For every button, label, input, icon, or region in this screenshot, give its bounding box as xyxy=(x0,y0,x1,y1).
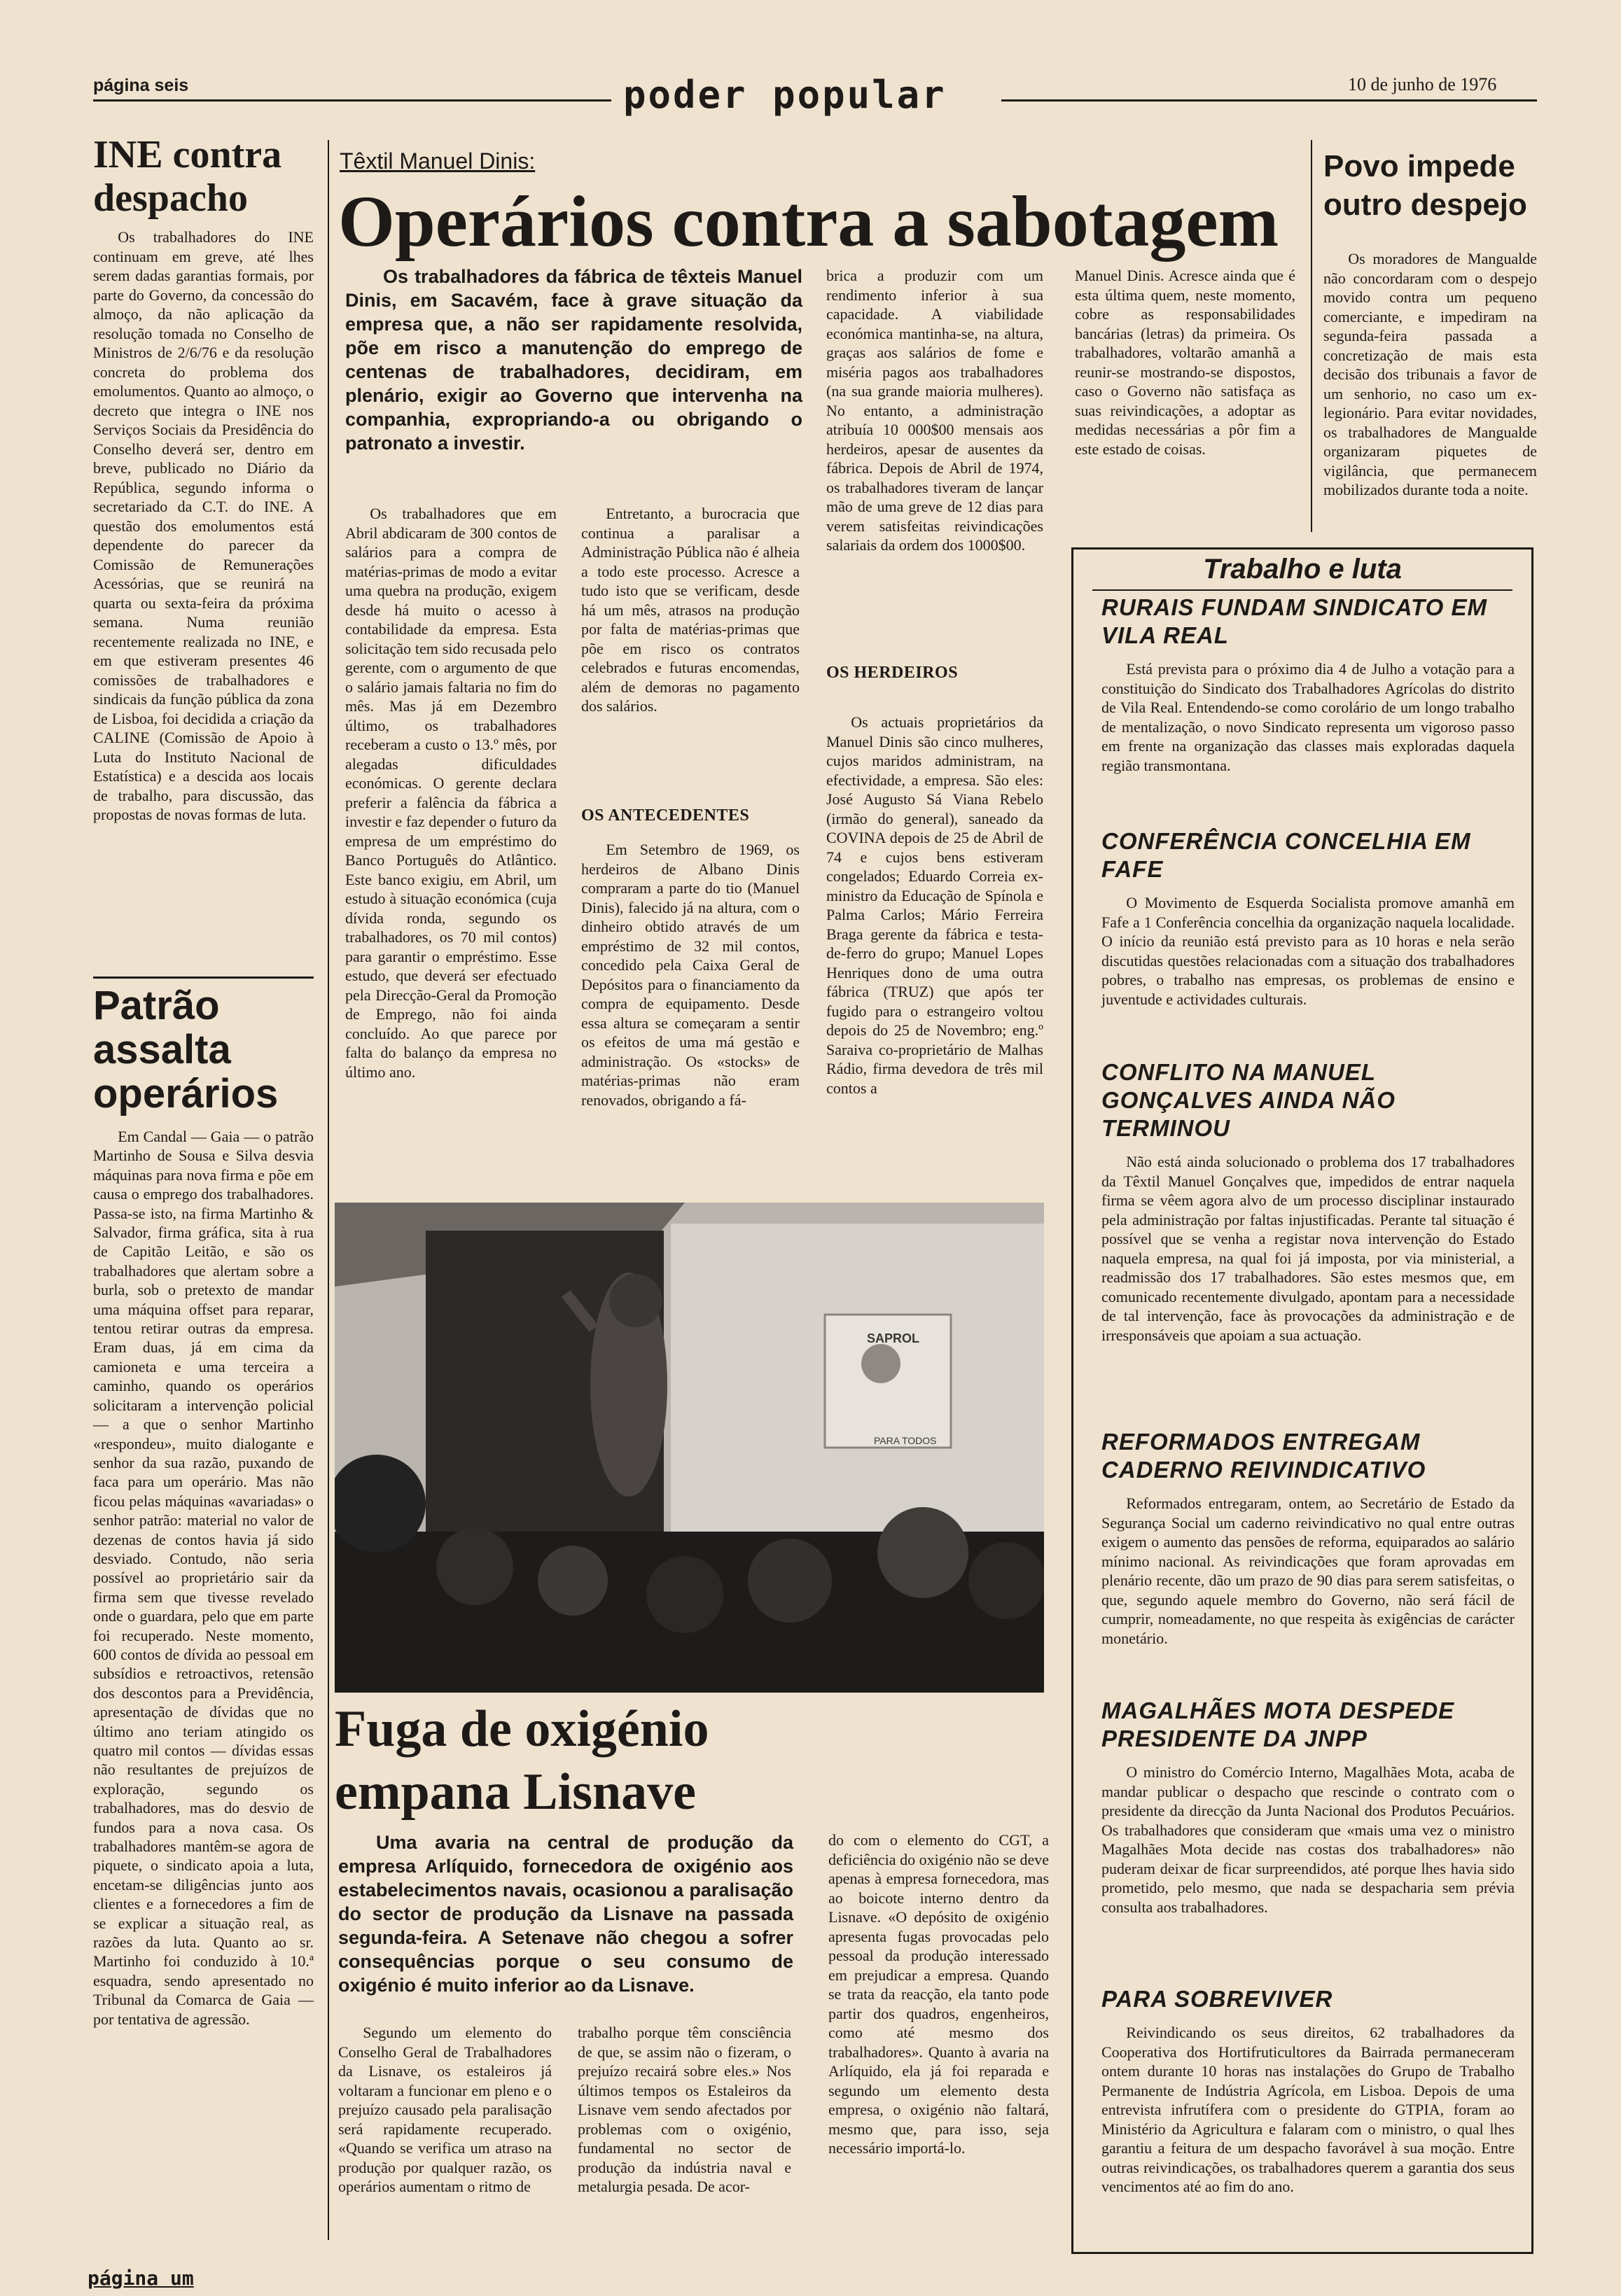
textil-title: Operários contra a sabotagem xyxy=(338,181,1279,262)
trabalho-item-body: O Movimento de Esquerda Socialista promove amanhã em Fafe a 1 Conferência concelhia da organização naquela localidade. O início da reunião está previsto para as 10 horas e nela serão discutidas questões relacionadas com a situação dos trabalhadores pobres, o trabalho nas empresas, os problemas de ensino e juventude e actividades culturais. xyxy=(1101,894,1515,1008)
patrao-body: Em Candal — Gaia — o patrão Martinho de Sousa e Silva desvia máquinas para nova firma e põe em causa o emprego dos trabalhadores. Passa-se isto, na firma Martinho & Salvador, firma gráfica, sita à rua de Capitão Leitão, e são os trabalhadores que alertam sobre a burla, sob o pretexto de mandar uma máquina offset para reparar, tentou retirar outras da empresa. Eram duas, já em cima da camioneta e uma terceira a caminho, quando os operários solicitaram a intervenção policial — a que o senhor Martinho «respondeu», muito dialogante e senhor da sua razão, puxando de faca para um operário. Mas não ficou pelas máquinas «avariadas» o senhor patrão: material no valor de dezenas de contos havia já sido desviado. Contudo, não seria possível ao proprietário sair da firma sem que tivesse revelado onde o guardara, pelo que em parte foi recuperado. Neste momento, 600 contos de dívida ao pessoal em subsídios e retroactivos, retensão dos descontos para a Previdência, apresentação de dívidas que no último ano teriam atingido os quatro mil contos — dívidas essas não resultantes de prejuízos de exploração, segundo os trabalhadores, mas do desvio de fundos para a nova casa. Os trabalhadores mantêm-se agora de piquete, o sindicato apoia a luta, encetam-se diligências junto aos clientes e a fornecedores a fim de se explicar a situação real, as razões da luta. Quanto ao sr. Martinho foi conduzido à 10.ª esquadra, sendo apresentado no Tribunal da Comarca de Gaia — por tentativa de agressão. xyxy=(93,1128,314,2028)
ine-divider xyxy=(93,976,314,979)
ine-body: Os trabalhadores do INE continuam em greve, até lhes serem dadas garantias formais, por parte do Governo, da concessão do almoço, da não aplicação da resolução tomada no Conselho de Ministros de 2/6/76 e da resolução concreta do problema dos emolumentos. Quanto ao almoço, o decreto que integra o INE nos Serviços Sociais da Presidência do Conselho deverá ser, dentro em breve, publicado no Diário da República, segundo informa o secretariado da C.T. do INE. A questão dos emolumentos está dependente do parecer da Comissão de Remunerações Acessórias, que se reunirá na quarta ou sexta-feira da próxima semana. Numa reunião recentemente realizada no INE, e em que estiveram presentes 46 comissões de trabalhadores e sindicais da função pública da zona de Lisboa, foi decidida a criação da CALINE (Comissão de Apoio à Luta do Instituto Nacional de Estatística) e a descida aos locais de trabalho, para discussão, das propostas de novas formas de luta. xyxy=(93,228,314,823)
povo-title: Povo impede outro despejo xyxy=(1323,149,1527,222)
trabalho-item-title: RURAIS FUNDAM SINDICATO EM VILA REAL xyxy=(1101,594,1487,648)
trabalho-item-body: Reivindicando os seus direitos, 62 trabalhadores da Cooperativa dos Hortifruticultores da Bairrada permaneceram ontem durante 10 horas nas instalações do Grupo de Trabalho Permanente de Indústria Agrícola, em Lisboa. Depois de uma entrevista infrutífera com o presidente do GTPIA, foram ao Ministério da Agricultura e falaram com o ministro, o qual lhes garantiu a feitura de um despacho favorável à sua moção. Entre outras reivindicações, os trabalhadores querem a garantia dos seus vencimentos até ao fim do ano. xyxy=(1101,2024,1515,2195)
textil-kicker: Têxtil Manuel Dinis: xyxy=(340,148,536,174)
trabalho-item-reformados xyxy=(1101,1428,1515,1648)
patrao-title: Patrão assalta operários xyxy=(93,983,279,1116)
masthead-date: 10 de junho de 1976 xyxy=(1348,74,1497,94)
textil-col3b: Os actuais proprietários da Manuel Dinis são cinco mulheres, cujos maridos administram, na efectividade, a empresa. São eles: José Augusto Sá Viana Rebelo (irmão do general), saneado da COVINA depois de 25 de Abril de 74 e cujos bens estiveram congelados; Eduardo Correia ex-ministro da Educação de Spínola e Palma Carlos; Mário Ferreira Braga gerente da fábrica e testa-de-ferro do grupo; Manuel Lopes Henriques dono de uma outra fábrica (TRUZ) que após ter fugido para o estrangeiro voltou depois do 25 de Novembro; eng.º Saraiva co-proprietário de Malhas Rádio, firma devedora de três mil contos a xyxy=(826,713,1043,1097)
column-rule-2 xyxy=(1311,140,1312,532)
photo-sign-text: SAPROL xyxy=(867,1331,920,1345)
textil-col1: Os trabalhadores que em Abril abdicaram de 300 contos de salários para a compra de matérias-primas de modo a evitar uma quebra na produção, exigem desde há muito o acesso à contabilidade da empresa. Esta solicitação tem sido recusada pelo gerente, com o argumento de que o salário jamais faltaria no fim do mês. Mas já em Dezembro último, os trabalhadores receberam a custo o 13.º mês, por alegadas dificuldades económicas. O gerente declara preferir a falência da fábrica a investir e faz depender o futuro da empresa de um empréstimo do Banco Português do Atlântico. Este banco exigiu, em Abril, um estudo à situação económica (cuja dívida ronda, segundo os trabalhadores, os 70 mil contos) para garantir o empréstimo. Esse estudo, que deverá ser efectuado pela Direcção-Geral da Promoção de Emprego, não foi ainda concluído. Ao que parece por falta do balanço da empresa no último ano. xyxy=(345,505,557,1081)
fuga-lead: Uma avaria na central de produção da empresa Arlíquido, fornecedora de oxigénio aos estabelecimentos navais, ocasionou a paralisação do sector de produção da Lisnave na passada segunda-feira. A Setenave não chegou a sofrer consequências porque o seu consumo de oxigénio é muito inferior ao da Lisnave. xyxy=(338,1832,793,1996)
trabalho-item-conflito xyxy=(1101,1058,1515,1345)
textil-lead: Os trabalhadores da fábrica de têxteis Manuel Dinis, em Sacavém, face à grave situação da empresa que, a não ser rapidamente resolvida, põe em risco a manutenção do emprego de centenas de trabalhadores, decidiram, em plenário, exigir ao Governo que intervenha na companhia, expropriando-a ou obrigando o patronato a investir. xyxy=(345,266,802,454)
masthead-rule-left xyxy=(93,99,611,102)
trabalho-item-magalhaes xyxy=(1101,1697,1515,1917)
trabalho-item-body: Reformados entregaram, ontem, ao Secretário de Estado da Segurança Social um caderno reivindicativo no qual entre outras exigem o aumento das pensões de reforma, equiparados ao salário mínimo nacional. As reivindicações que foram aprovadas em plenário recente, dão um prazo de 90 dias para serem satisfeitas, o que, segundo aquele membro do Governo, não será fácil de cumprir, nomeadamente, no que respeita às exigências de carácter monetário. xyxy=(1101,1494,1515,1647)
textil-col3a: brica a produzir com um rendimento inferior à sua capacidade. A viabilidade económica mantinha-se, na altura, graças aos salários de fome e miséria pagos aos trabalhadores (na sua grande maioria mulheres). No entanto, a administração atribuía 10 000$00 mensais aos herdeiros, apesar de ausentes da fábrica. Depois de Abril de 1974, os trabalhadores tiveram de lançar mão de uma greve de 12 dias para verem satisfeitas reivindicações salariais da ordem dos 1000$00. xyxy=(826,267,1043,554)
trabalho-item-sobreviver xyxy=(1101,1985,1515,2197)
trabalho-item-fafe xyxy=(1101,827,1515,1009)
assembly-photo xyxy=(335,1203,1044,1693)
textil-col2a: Entretanto, a burocracia que continua a paralisar a Administração Pública não é alheia a todo este processo. Acresce a tudo isto que se verificam, desde há um mês, atrasos na produção por falta de matérias-primas que põe em risco os contratos celebrados e futuras encomendas, além de demoras no pagamento dos salários. xyxy=(581,505,800,715)
trabalho-item-title: CONFLITO NA MANUEL GONÇALVES AINDA NÃO TERMINOU xyxy=(1101,1059,1396,1141)
fuga-col1: Segundo um elemento do Conselho Geral de Trabalhadores da Lisnave, os estaleiros já voltaram a funcionar em pleno e o prejuízo causado pela paralisação será rapidamente recuperado. «Quando se verifica um atraso na produção por qualquer razão, os operários aumentam o ritmo de xyxy=(338,2024,552,2195)
trabalho-item-title: PARA SOBREVIVER xyxy=(1101,1986,1333,2012)
trabalho-item-rurais xyxy=(1101,594,1515,775)
trabalho-item-body: Está prevista para o próximo dia 4 de Julho a votação para a constituição do Sindicato dos Trabalhadores Agrícolas do distrito de Vila Real. Entendendo-se como corolário de um longo trabalho de mentalização, o novo Sindicato representa um vigoroso passo em frente na organização das classes mais exploradas daquela região transmontana. xyxy=(1101,660,1515,774)
assembly-photo-illustration xyxy=(335,1203,1044,1693)
textil-sub-herdeiros: OS HERDEIROS xyxy=(826,664,959,682)
trabalho-item-title: MAGALHÃES MOTA DESPEDE PRESIDENTE DA JNPP xyxy=(1101,1698,1455,1751)
fuga-col3: do com o elemento do CGT, a deficiência do oxigénio não se deve apenas à empresa fornecedora, mas ao boicote interno dentro da Lisnave. «O depósito de oxigénio apresenta fugas provocadas pelo pessoal da produção interessado em prejudicar a empresa. Quando se trata da reacção, ela tanto pode partir dos quadros, engenheiros, como até mesmo dos trabalhadores». Quanto à avaria na Arlíquido, ela já foi reparada e segundo um elemento desta empresa, o oxigénio não faltará, mesmo que, para isso, seja necessário importá-lo. xyxy=(828,1831,1049,2157)
fuga-title: Fuga de oxigénio empana Lisnave xyxy=(335,1700,709,1821)
trabalho-item-body: Não está ainda solucionado o problema dos 17 trabalhadores da Têxtil Manuel Gonçalves que, impedidos de entrar naquela firma se vêem agora alvo de um processo disciplinar instaurado pela administração por faltas injustificadas. Perante tal situação é possível que se venha a registar nova intervenção do Estado naquela empresa, na qual foi já imposta, por via ministerial, a readmissão dos 17 trabalhadores. São estes mesmos que, em comunicado recentemente divulgado, apontam para a necessidade de tal intervenção, face às provocações da administração e de irresponsáveis que apoiam a sua actuação. xyxy=(1101,1153,1515,1344)
trabalho-item-body: O ministro do Comércio Interno, Magalhães Mota, acaba de mandar publicar o despacho que rescinde o contrato com o presidente da direcção da Junta Nacional dos Produtos Pecuários. Os trabalhadores que consideram que «mais uma vez o ministro Magalhães Mota decide nas costas dos trabalhadores» não puderam deixar de ficar surpreendidos, até porque lhes havia sido prometido, pelo mesmo, que nada se despacharia sem prévia consulta aos trabalhadores. xyxy=(1101,1763,1515,1916)
photo-poster-caption: PARA TODOS xyxy=(874,1435,937,1446)
textil-sub-antecedentes: OS ANTECEDENTES xyxy=(581,806,750,825)
textil-col4: Manuel Dinis. Acresce ainda que é esta última quem, neste momento, cobre as responsabilidades bancárias (letras) da primeira. Os trabalhadores, voltarão amanhã a reunir-se mostrando-se dispostos, caso o Governo não satisfaça as suas reivindicações, a adoptar as medidas necessárias a pôr fim a este estado de coisas. xyxy=(1075,267,1295,458)
ine-title: INE contra despacho xyxy=(93,133,282,220)
page-label: página seis xyxy=(93,76,189,95)
trabalho-item-title: CONFERÊNCIA CONCELHIA EM FAFE xyxy=(1101,828,1471,882)
trabalho-box-title: Trabalho e luta xyxy=(1203,554,1402,584)
footer-label: página um xyxy=(88,2267,194,2290)
povo-body: Os moradores de Mangualde não concordaram com o despejo movido contra um pequeno comerciante, e impediram na segunda-feira passada a concretização de mais esta decisão dos tribunais a favor de um senhorio, no caso um ex-legionário. Para evitar novidades, os trabalhadores de Mangualde organizaram piquetes de vigilância, que permanecem mobilizados durante toda a noite. xyxy=(1323,250,1537,498)
column-rule-1 xyxy=(328,140,329,2240)
trabalho-item-title: REFORMADOS ENTREGAM CADERNO REIVINDICATIVO xyxy=(1101,1429,1426,1483)
textil-col2b: Em Setembro de 1969, os herdeiros de Albano Dinis compraram a parte do tio (Manuel Dinis), falecido já na altura, com o dinheiro obtido através de um empréstimo de 32 mil contos, concedido pela Caixa Geral de Depósitos para o financiamento da compra de equipamento. Desde essa altura se começaram a sentir os efeitos de uma má gestão e administração. Os «stocks» de matérias-primas não eram renovados, obrigando a fá- xyxy=(581,841,800,1109)
trabalho-box-rule xyxy=(1092,589,1512,591)
masthead-title: poder popular xyxy=(623,73,947,117)
fuga-col2: trabalho porque têm consciência de que, se assim não o fizeram, o prejuízo recairá sobre eles.» Nos últimos tempos os Estaleiros da Lisnave vem sendo afectados por problemas com o oxigénio, fundamental no sector de produção da indústria naval e metalurgia pesada. De acor- xyxy=(578,2024,791,2195)
masthead-rule-right xyxy=(1001,99,1537,102)
